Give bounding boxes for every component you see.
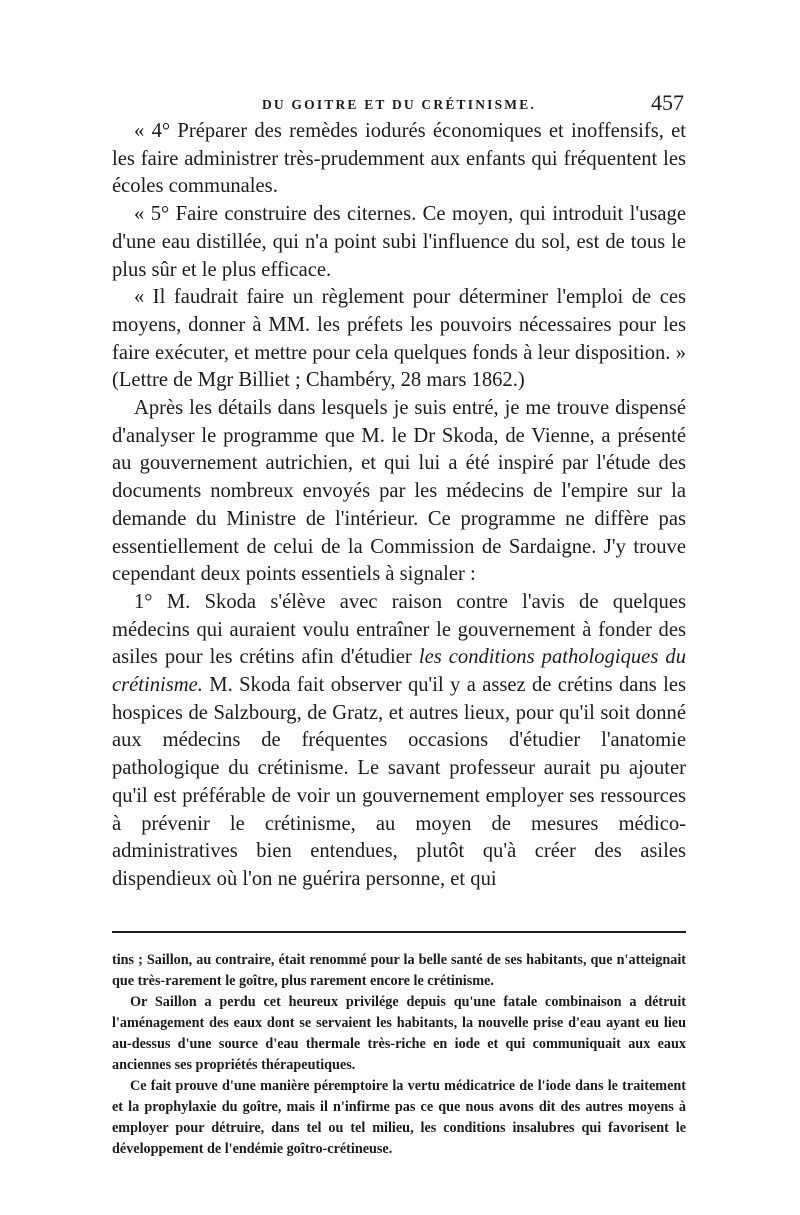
italic-phrase: les conditions pathologiques du crétinisme.: [112, 646, 686, 697]
running-title: DU GOITRE ET DU CRÉTINISME.: [261, 97, 537, 112]
running-head: [112, 92, 686, 118]
footnote-rule: [112, 931, 686, 933]
footnote-continuation: tins ; Saillon, au contraire, était renommé pour la belle santé de ses habitants, que n'atteignait que très-rarement le goître, plus rarement encore le crétinisme.: [112, 952, 686, 989]
footnotes: [112, 950, 686, 1160]
book-page: [112, 90, 686, 1157]
paragraph-skoda-program: Après les détails dans lesquels je suis entré, je me trouve dispensé d'analyser le programme que M. le Dr Skoda, de Vienne, a présenté au gouvernement autrichien, et qui lui a été inspiré par l'étude des documents nombreux envoyés par les médecins de l'empire sur la demande du Ministre de l'intérieur. Ce programme ne diffère pas essentiellement de celui de la Commission de Sardaigne. J'y trouve cependant deux points essentiels à signaler :: [112, 397, 686, 586]
main-text: [112, 118, 686, 894]
paragraph-point-1-start: 1° M. Skoda s'élève avec raison contre l'avis de quelques médecins qui auraient voulu entraîner le gouvernement à fonder des asiles pour les crétins afin d'étudier: [112, 590, 686, 669]
footnote-paragraph: Or Saillon a perdu cet heureux privilége depuis qu'une fatale combinaison a détruit l'aménagement des eaux dont se servaient les habitants, la nouvelle prise d'eau ayant eu lieu au-dessus d'une source d'eau thermale très-riche en iode et qui communiquait aux eaux anciennes ses propriétés thérapeutiques.: [112, 994, 686, 1073]
page-number: 457: [651, 90, 684, 115]
paragraph-item-5: « 5° Faire construire des citernes. Ce moyen, qui introduit l'usage d'une eau distillée, qui n'a point subi l'influence du sol, est de tous le plus sûr et le plus efficace.: [112, 203, 686, 281]
footnote-paragraph: Ce fait prouve d'une manière péremptoire la vertu médicatrice de l'iode dans le traitement et la prophylaxie du goître, mais il n'infirme pas ce que nous avons dit des autres moyens à employer pour détruire, dans tel ou tel milieu, les conditions insalubres qui favorisent le développement de l'endémie goîtro-crétineuse.: [112, 1078, 686, 1157]
paragraph-item-4: « 4° Préparer des remèdes iodurés économiques et inoffensifs, et les faire administrer très-prudemment aux enfants qui fréquentent les écoles communales.: [112, 120, 686, 198]
paragraph-point-1-end: M. Skoda fait observer qu'il y a assez de crétins dans les hospices de Salzbourg, de Gratz, et autres lieux, pour qu'il soit donné aux médecins de fréquentes occasions d'étudier l'anatomie pathologique du crétinisme. Le savant professeur aurait pu ajouter qu'il est préférable de voir un gouvernement employer ses ressources à prévenir le crétinisme, au moyen de mesures médico-administratives bien entendues, plutôt qu'à créer des asiles dispendieux où l'on ne guérira personne, et qui: [112, 674, 686, 890]
paragraph-regulation: « Il faudrait faire un règlement pour déterminer l'emploi de ces moyens, donner à MM. les préfets les pouvoirs nécessaires pour les faire exécuter, et mettre pour cela quelques fonds à leur disposition. » (Lettre de Mgr Billiet ; Chambéry, 28 mars 1862.): [112, 286, 686, 392]
paragraph-point-1: [112, 589, 686, 894]
